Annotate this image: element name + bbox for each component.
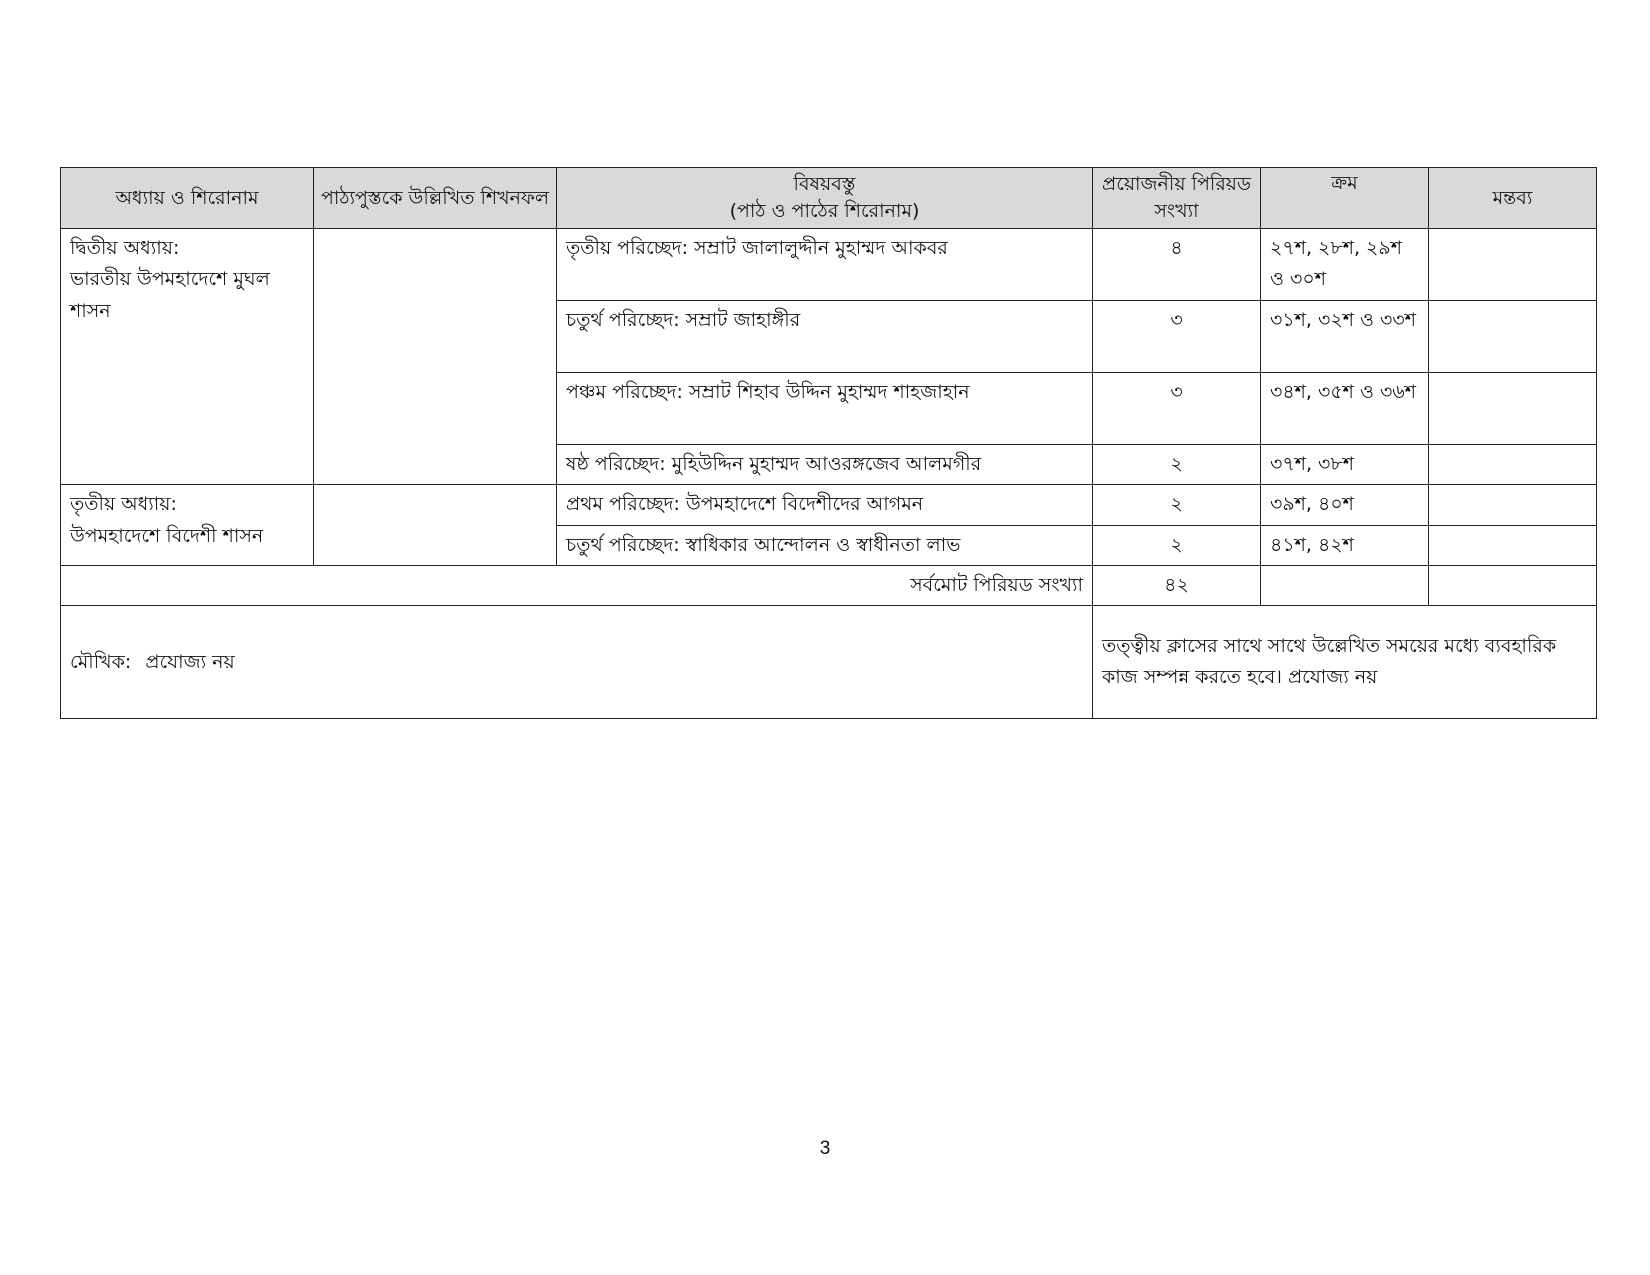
table-row (61, 229, 1597, 301)
lesson-periods: ৪ (1093, 229, 1261, 301)
lesson-remarks (1429, 229, 1597, 301)
lesson-content: চতুর্থ পরিচ্ছেদ: স্বাধিকার আন্দোলন ও স্বাধীনতা লাভ (557, 525, 1093, 565)
lesson-order: ৩৯শ, ৪০শ (1261, 485, 1429, 525)
lesson-periods: ২ (1093, 485, 1261, 525)
outcome-cell (314, 485, 557, 566)
total-remarks-empty (1429, 566, 1597, 606)
chapter-cell (61, 485, 314, 566)
header-outcome: পাঠ্যপুস্তকে উল্লিখিত শিখনফল (314, 168, 557, 229)
lesson-order: ৩১শ, ৩২শ ও ৩৩শ (1261, 301, 1429, 373)
lesson-content: চতুর্থ পরিচ্ছেদ: সম্রাট জাহাঙ্গীর (557, 301, 1093, 373)
total-order-empty (1261, 566, 1429, 606)
lesson-periods: ২ (1093, 525, 1261, 565)
oral-label: মৌখিক: (70, 650, 132, 673)
oral-value: প্রযোজ্য নয় (145, 650, 235, 673)
total-label: সর্বমোট পিরিয়ড সংখ্যা (61, 566, 1093, 606)
lesson-order: ৪১শ, ৪২শ (1261, 525, 1429, 565)
header-remarks: মন্তব্য (1429, 168, 1597, 229)
lesson-content: ষষ্ঠ পরিচ্ছেদ: মুহিউদ্দিন মুহাম্মদ আওরঙ্গজেব আলমগীর (557, 445, 1093, 485)
syllabus-table (60, 167, 1597, 719)
lesson-remarks (1429, 301, 1597, 373)
lesson-periods: ২ (1093, 445, 1261, 485)
lesson-order: ৩৭শ, ৩৮শ (1261, 445, 1429, 485)
header-order: ক্রম (1261, 168, 1429, 229)
header-periods: প্রয়োজনীয় পিরিয়ড সংখ্যা (1093, 168, 1261, 229)
oral-cell (61, 606, 1093, 719)
chapter-title: ভারতীয় উপমহাদেশে মুঘল শাসন (70, 268, 270, 322)
lesson-content: তৃতীয় পরিচ্ছেদ: সম্রাট জালালুদ্দীন মুহাম্মদ আকবর (557, 229, 1093, 301)
practical-cell (1093, 606, 1597, 719)
lesson-order: ৩৪শ, ৩৫শ ও ৩৬শ (1261, 373, 1429, 445)
table-row (61, 485, 1597, 525)
chapter-number: তৃতীয় অধ্যায়: (70, 493, 177, 516)
table-header-row (61, 168, 1597, 229)
lesson-remarks (1429, 445, 1597, 485)
practical-value: প্রযোজ্য নয় (1288, 666, 1378, 689)
page-number: 3 (819, 1138, 831, 1159)
lesson-periods: ৩ (1093, 301, 1261, 373)
lesson-periods: ৩ (1093, 373, 1261, 445)
header-content (557, 168, 1093, 229)
practical-text: তত্ত্বীয় ক্লাসের সাথে সাথে উল্লেখিত সময়ের মধ্যে ব্যবহারিক কাজ সম্পন্ন করতে হবে। (1102, 635, 1557, 689)
lesson-content: প্রথম পরিচ্ছেদ: উপমহাদেশে বিদেশীদের আগমন (557, 485, 1093, 525)
chapter-cell (61, 229, 314, 485)
chapter-title: উপমহাদেশে বিদেশী শাসন (70, 524, 264, 547)
total-value: ৪২ (1093, 566, 1261, 606)
lesson-content: পঞ্চম পরিচ্ছেদ: সম্রাট শিহাব উদ্দিন মুহাম্মদ শাহজাহান (557, 373, 1093, 445)
chapter-number: দ্বিতীয় অধ্যায়: (70, 237, 180, 259)
outcome-cell (314, 229, 557, 485)
lesson-remarks (1429, 485, 1597, 525)
lesson-remarks (1429, 373, 1597, 445)
total-row (61, 566, 1597, 606)
lesson-order: ২৭শ, ২৮শ, ২৯শ ও ৩০শ (1261, 229, 1429, 301)
header-content-line-2: (পাঠ ও পাঠের শিরোনাম) (729, 200, 920, 222)
header-chapter: অধ্যায় ও শিরোনাম (61, 168, 314, 229)
footer-row (61, 606, 1597, 719)
header-content-line-1: বিষয়বস্তু (793, 173, 856, 196)
lesson-remarks (1429, 525, 1597, 565)
